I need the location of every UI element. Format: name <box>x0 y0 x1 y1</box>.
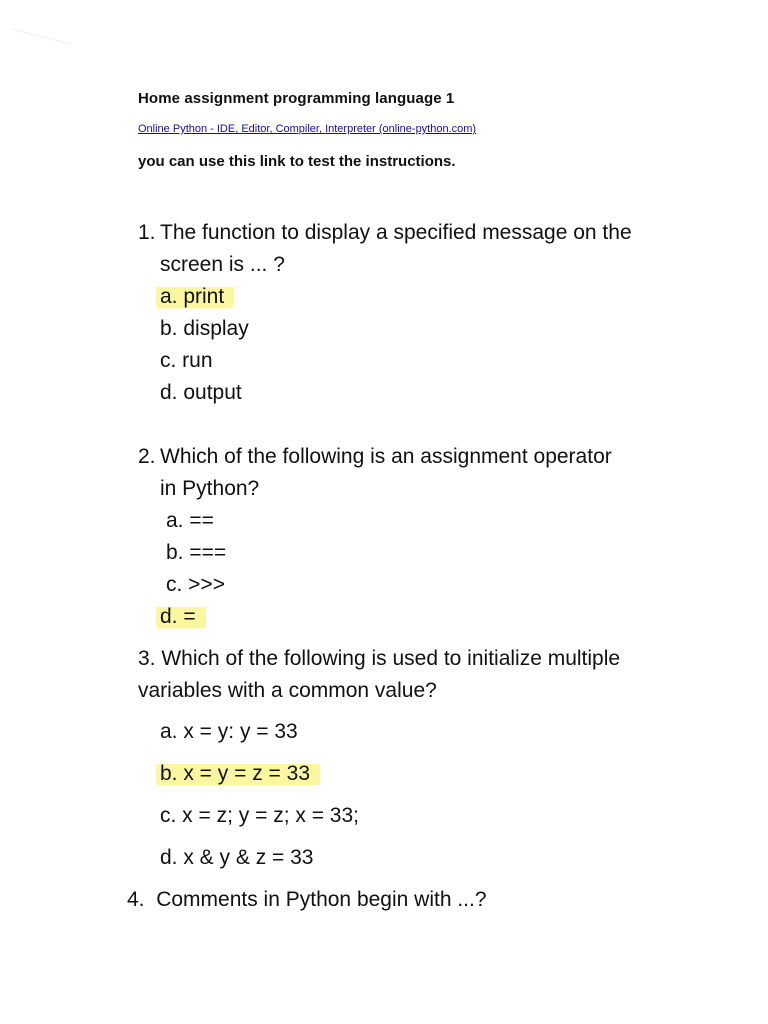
question-1 <box>138 217 678 281</box>
scan-artifact <box>9 29 70 56</box>
question-text-line: in Python? <box>160 477 260 500</box>
q2-option-a: a. == <box>166 509 214 532</box>
q3-option-d: d. x & y & z = 33 <box>160 846 314 869</box>
question-number: 1. <box>138 221 156 244</box>
question-text-line: Which of the following is an assignment operator <box>160 445 612 468</box>
q2-option-c: c. >>> <box>166 573 225 596</box>
q2-option-b: b. === <box>166 541 227 564</box>
online-python-link[interactable]: Online Python - IDE, Editor, Compiler, Interpreter (online-python.com) <box>138 123 477 135</box>
q3-option-c: c. x = z; y = z; x = 33; <box>160 804 359 827</box>
q1-option-a-highlighted: a. print <box>156 281 234 313</box>
q1-option-d: d. output <box>160 381 242 404</box>
question-text-line: The function to display a specified message on the <box>160 221 632 244</box>
q1-option-c: c. run <box>160 349 213 372</box>
instructions-note: you can use this link to test the instructions. <box>138 153 456 170</box>
q3-option-b-highlighted: b. x = y = z = 33 <box>156 758 320 790</box>
question-number: 2. <box>138 445 156 468</box>
question-text-line <box>138 643 698 675</box>
question-number: 4. <box>127 888 145 911</box>
question-2 <box>138 441 678 505</box>
question-text-line: variables with a common value? <box>138 679 437 702</box>
q2-option-d-highlighted: d. = <box>156 601 206 633</box>
question-3 <box>138 643 698 707</box>
question-text-line: screen is ... ? <box>160 253 285 276</box>
q3-option-a: a. x = y: y = 33 <box>160 720 298 743</box>
assignment-title: Home assignment programming language 1 <box>138 90 455 107</box>
question-4 <box>127 884 687 916</box>
question-text: Comments in Python begin with ...? <box>156 888 487 911</box>
question-number: 3. <box>138 647 156 670</box>
q1-option-b: b. display <box>160 317 249 340</box>
question-text: Which of the following is used to initialize multiple <box>161 647 621 670</box>
